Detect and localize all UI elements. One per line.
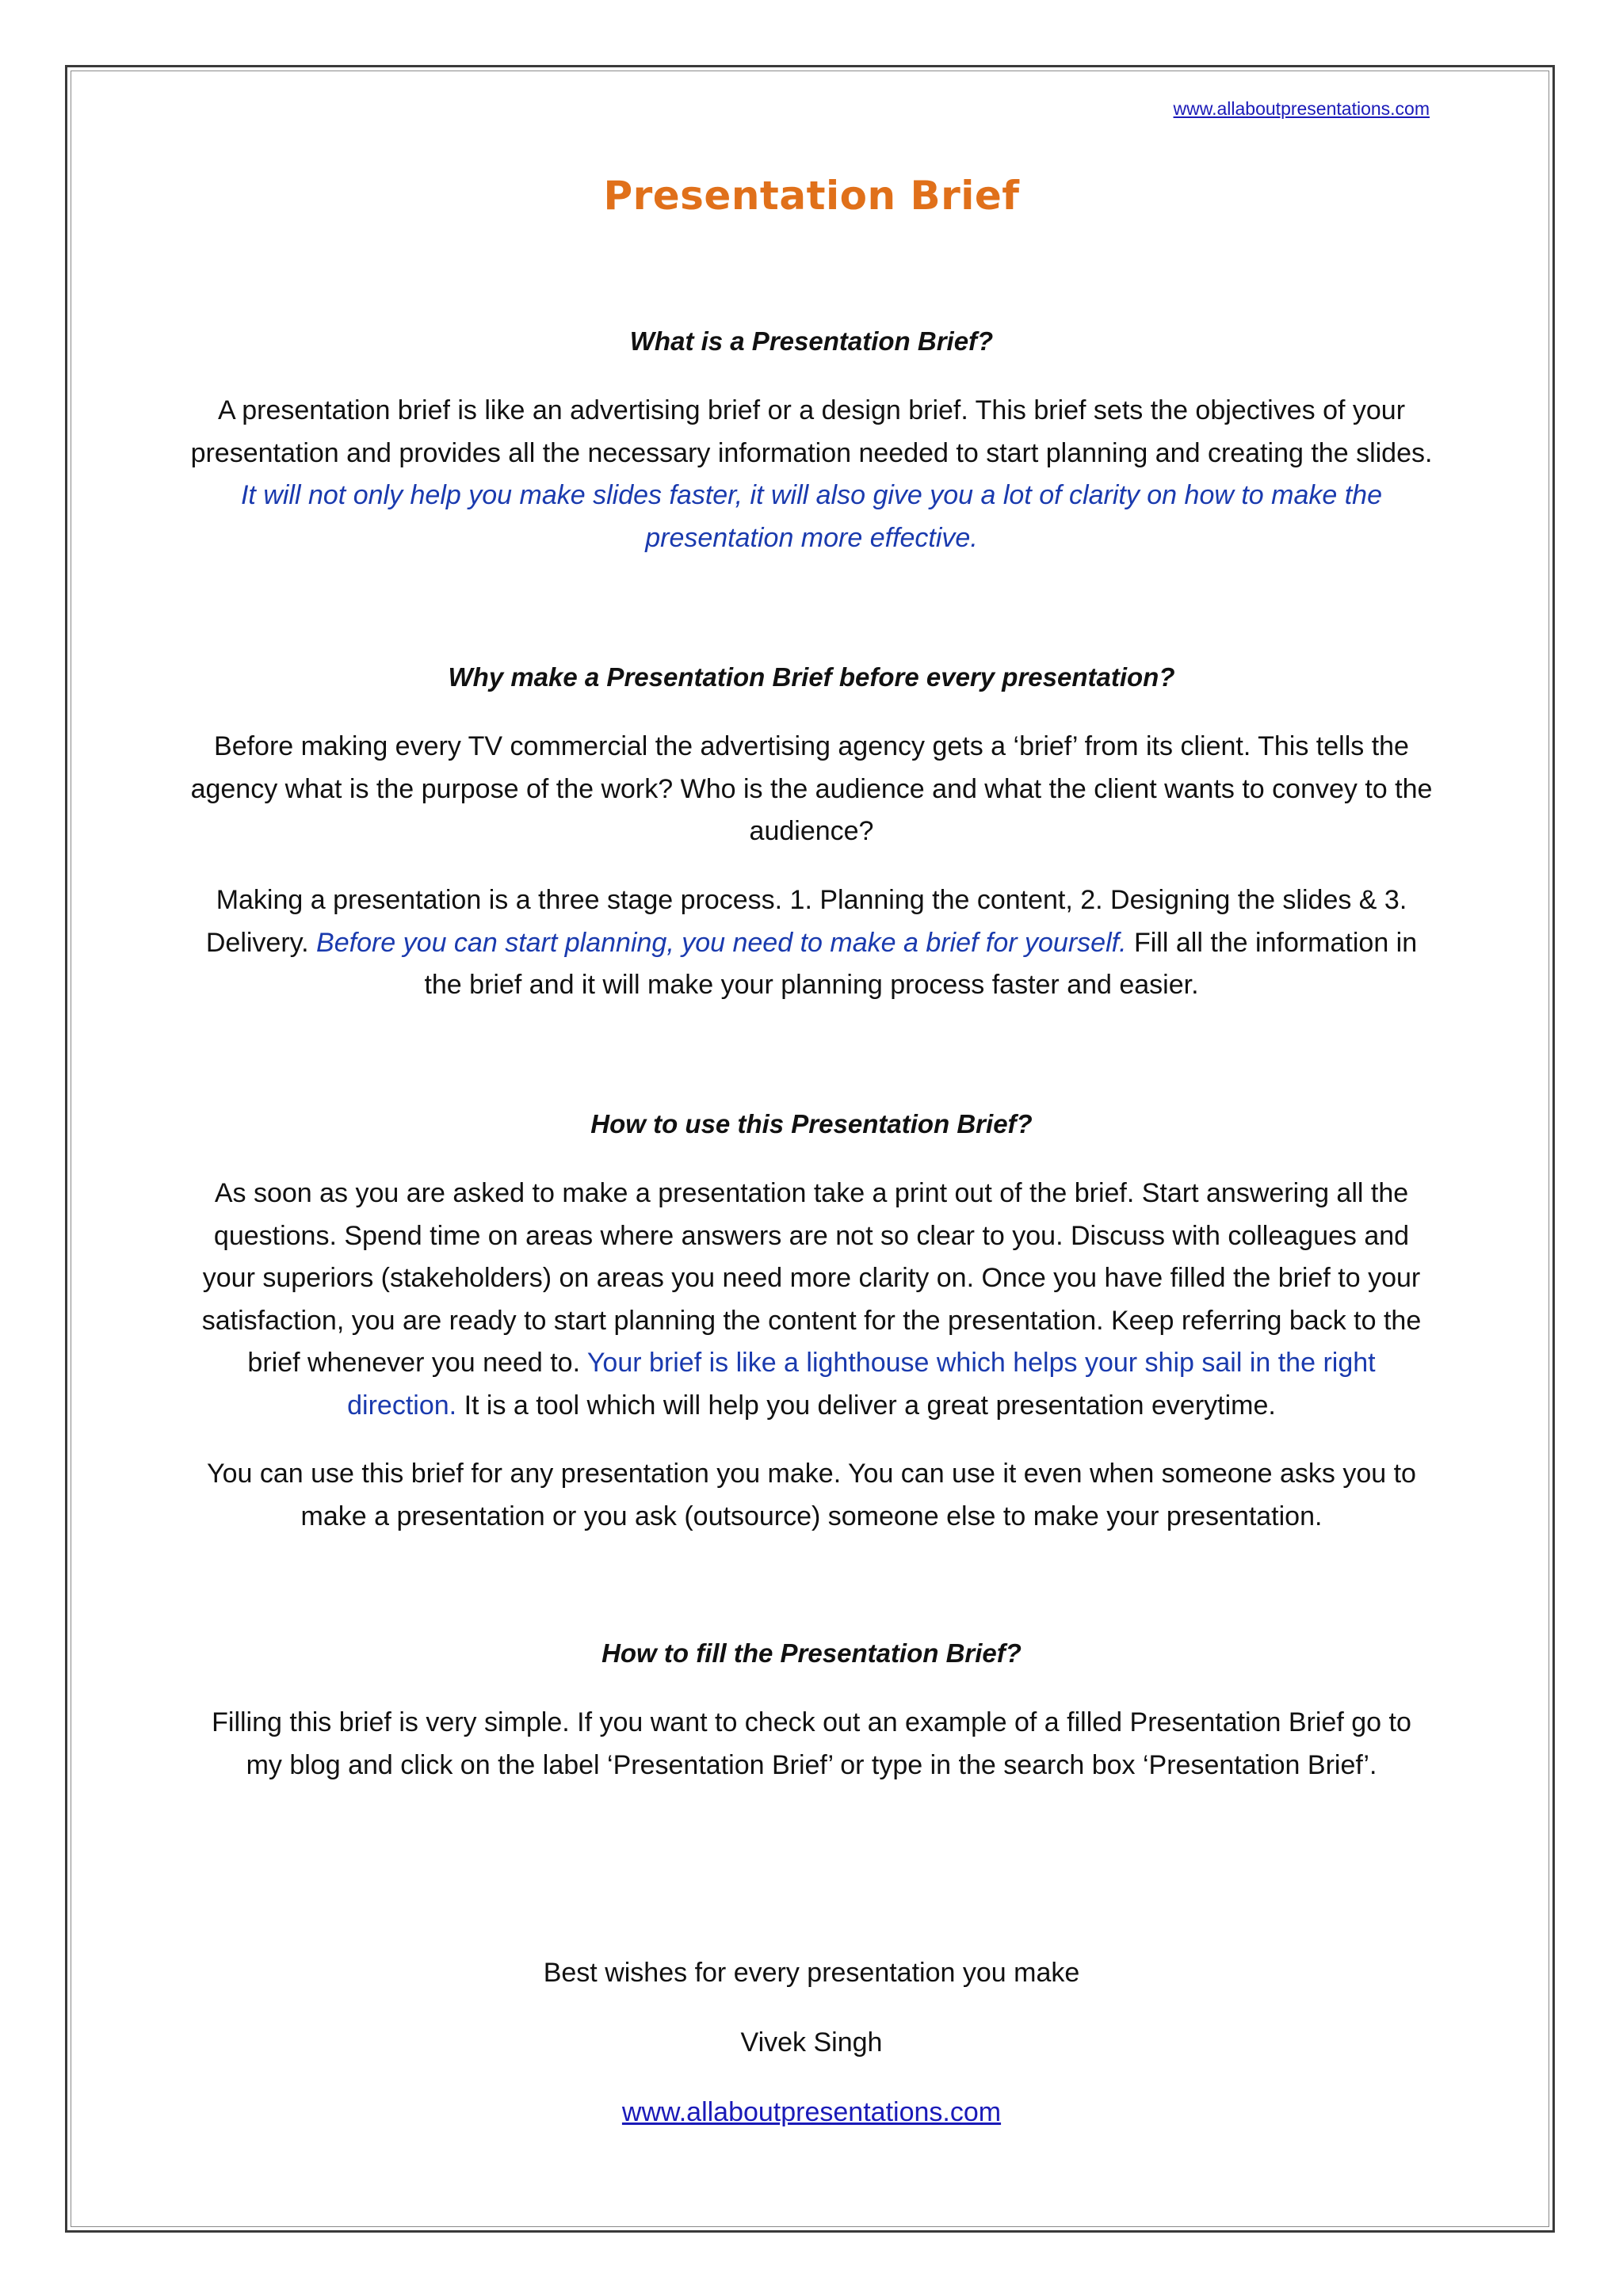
paragraph-tv-commercial: Before making every TV commercial the advertising agency gets a ‘brief’ from its client. This tells the agency what is the purpose of the work? Who is the audience and what the client wants to convey to the audience?	[190, 731, 1433, 846]
paragraph-three-stage	[190, 879, 1433, 1007]
author-name: Vivek Singh	[740, 2027, 883, 2058]
section-heading-what-is: What is a Presentation Brief?	[629, 326, 994, 356]
paragraph-text: A presentation brief is like an advertising brief or a design brief. This brief sets the objectives of your presentation and provides all the necessary information needed to start planning and creating the slides.	[190, 395, 1433, 468]
paragraph-text-before: As soon as you are asked to make a presentation take a print out of the brief. Start answering all the questions. Spend time on areas where answers are not so clear to you. Discuss with colleagues and your superiors (stakeholders) on areas you need more clarity on. Once you have filled the brief to your satisfaction, you are ready to start planning the content for the presentation. Keep referring back to the brief whenever you need to.	[201, 1178, 1422, 1378]
section-heading-why-make: Why make a Presentation Brief before every presentation?	[448, 662, 1175, 692]
section-heading-how-to-use: How to use this Presentation Brief?	[590, 1109, 1033, 1138]
highlighted-text: Before you can start planning, you need to make a brief for yourself.	[316, 927, 1127, 958]
header-website-link[interactable]: www.allaboutpresentations.com	[1173, 98, 1430, 119]
closing-wishes: Best wishes for every presentation you make	[543, 1958, 1080, 1988]
highlighted-text: Your brief is like a lighthouse which helps your ship sail in the right direction.	[347, 1348, 1376, 1421]
paragraph-any-presentation: You can use this brief for any presentation you make. You can use it even when someone asks you to make a presentation or you ask (outsource) someone else to make your presentation.	[207, 1459, 1416, 1531]
section-heading-how-to-fill: How to fill the Presentation Brief?	[601, 1638, 1022, 1668]
paragraph-text-after: Fill all the information in the brief and it will make your planning process faster and easier.	[424, 927, 1418, 1000]
paragraph-text-before: Making a presentation is a three stage process. 1. Planning the content, 2. Designing the slides & 3. Delivery.	[205, 885, 1407, 958]
paragraph-what-is	[190, 390, 1433, 559]
paragraph-how-to-use	[190, 1173, 1433, 1427]
footer-website-link[interactable]: www.allaboutpresentations.com	[621, 2097, 1002, 2127]
paragraph-text-after: It is a tool which will help you deliver a great presentation everytime.	[464, 1390, 1276, 1421]
highlighted-text: It will not only help you make slides faster, it will also give you a lot of clarity on how to make the presentation more effective.	[240, 480, 1383, 553]
paragraph-how-to-fill: Filling this brief is very simple. If you want to check out an example of a filled Presentation Brief go to my blog and click on the label ‘Presentation Brief’ or type in the search box ‘Presentation Brief’.	[212, 1707, 1411, 1780]
page-title: Presentation Brief	[603, 173, 1020, 219]
